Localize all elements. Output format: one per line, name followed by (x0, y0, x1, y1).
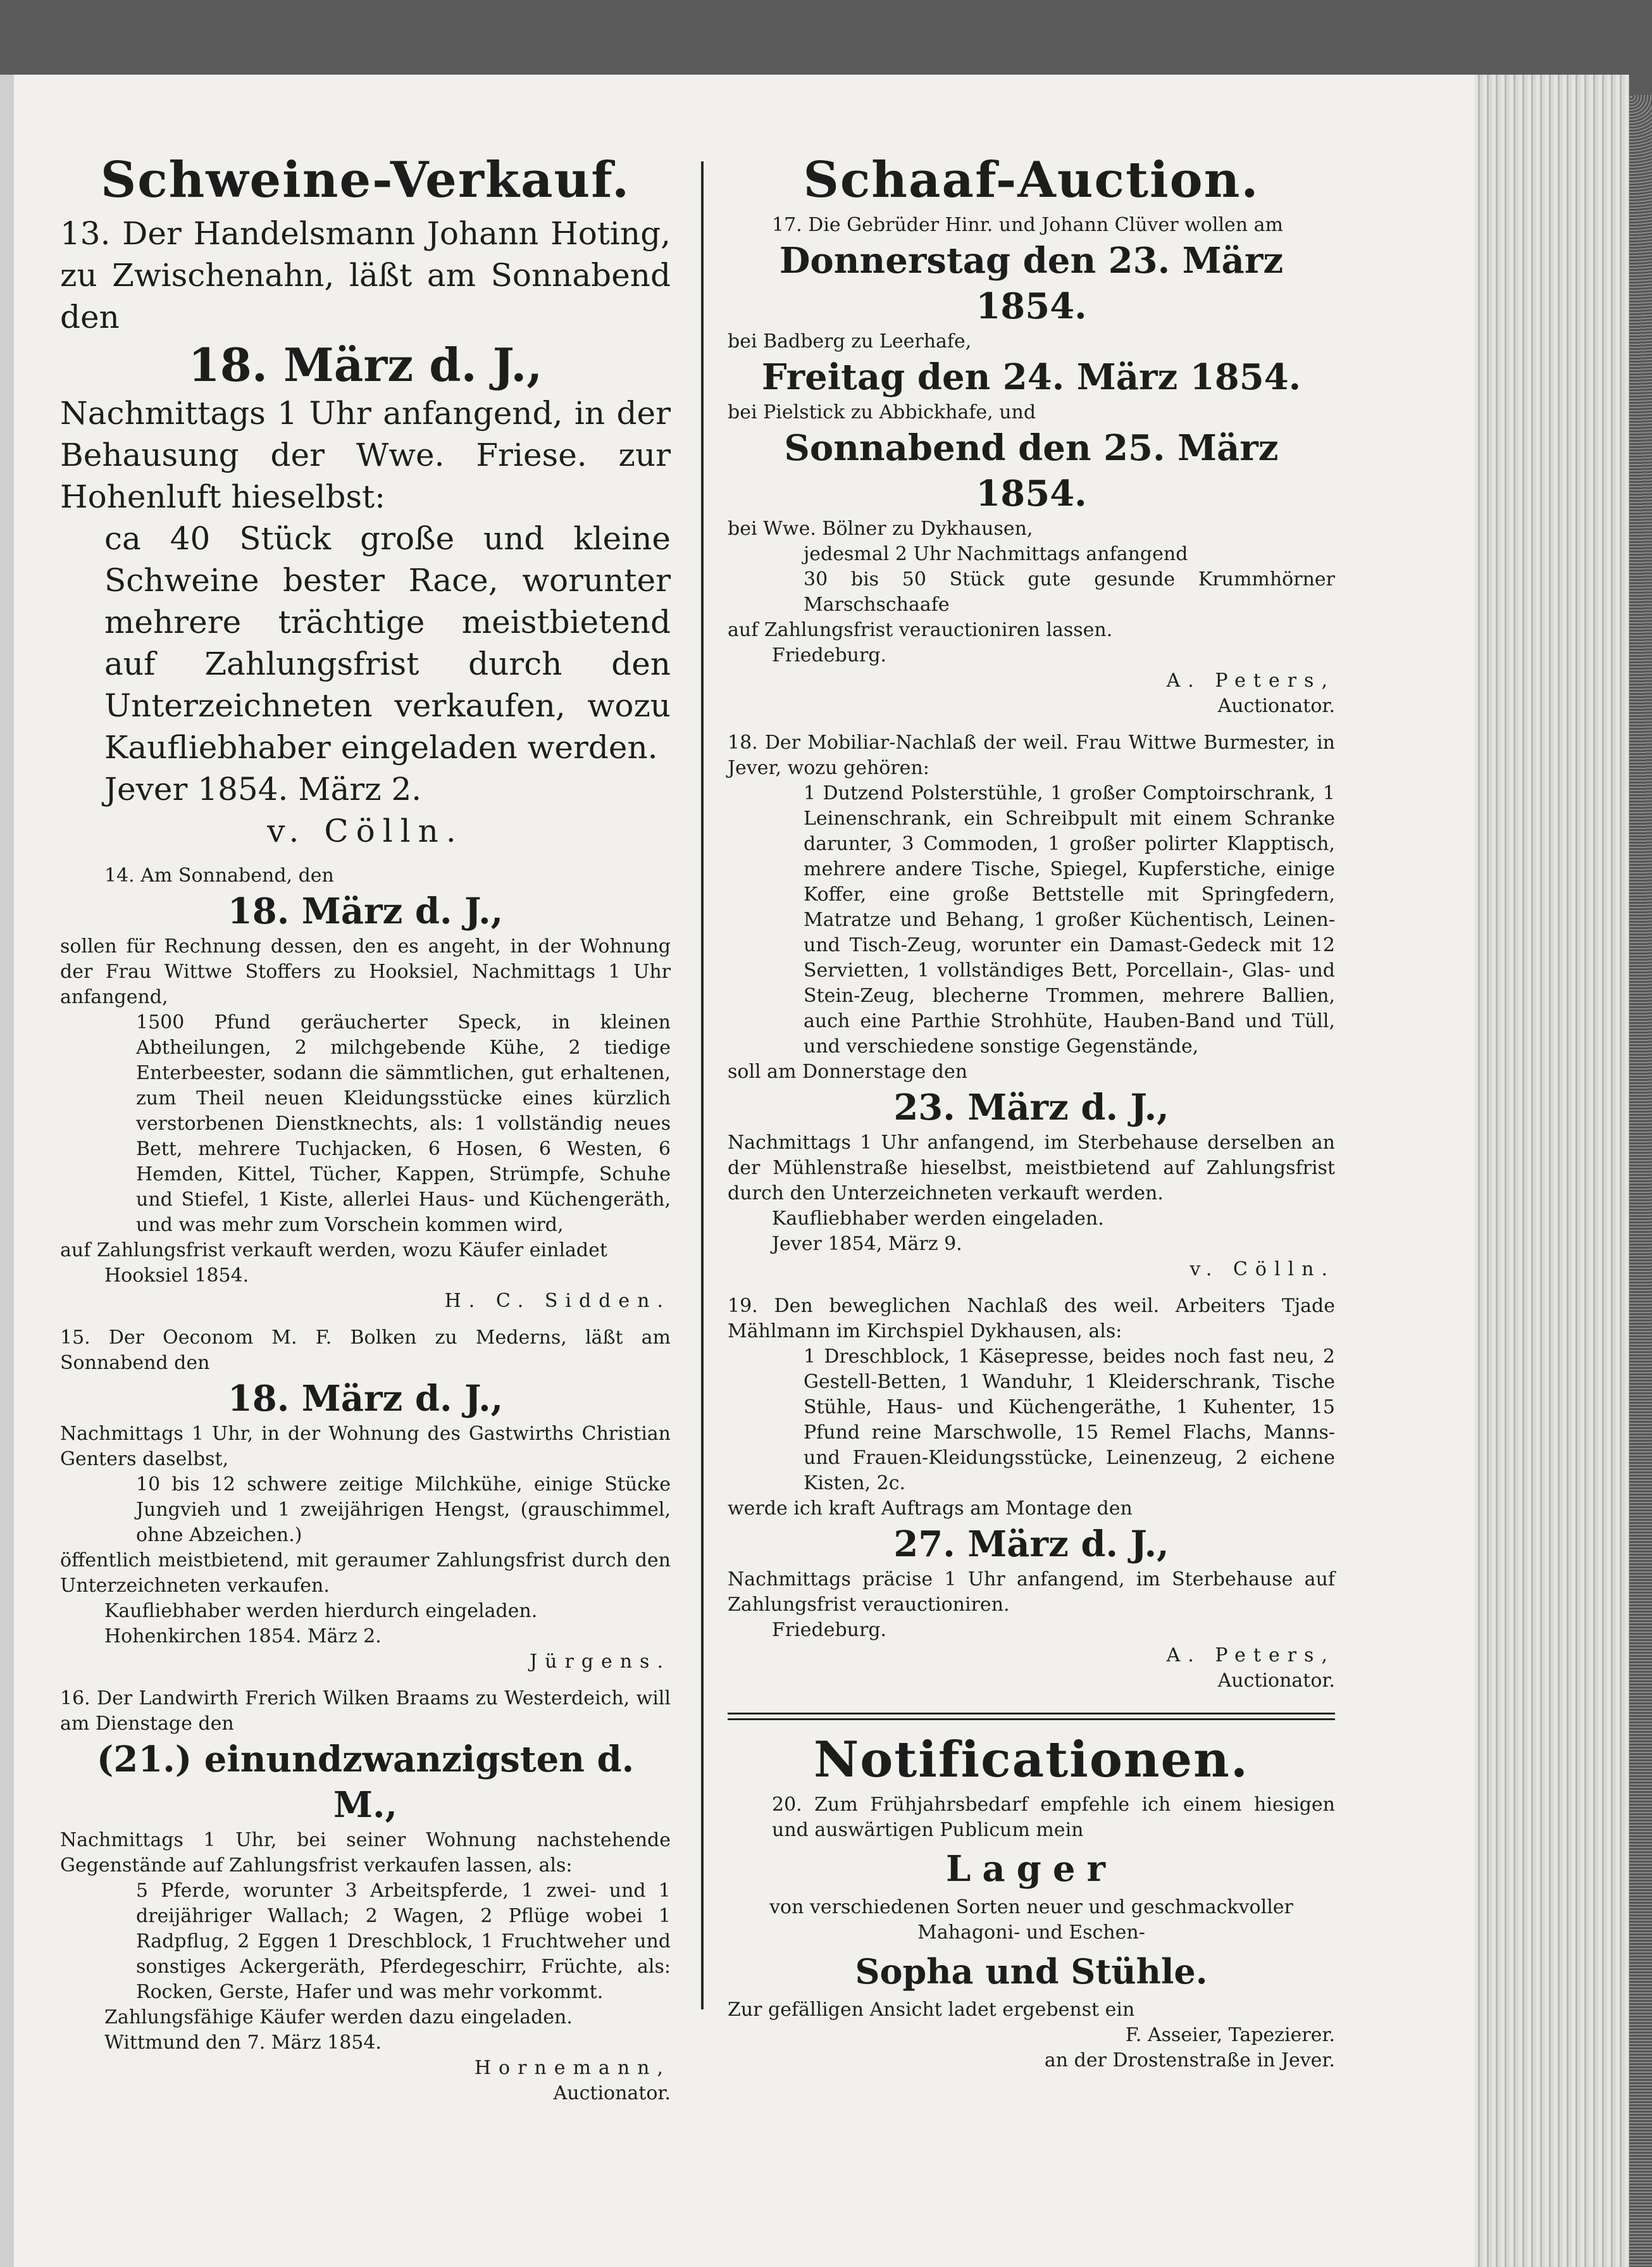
notice-items: ca 40 Stück große und kleine Schweine bester Race, worunter mehrere trächtige meistbietend auf Zahlungsfrist durch den Unterzeichneten verkaufen, wozu Kaufliebhaber eingeladen werden. (104, 520, 671, 766)
notice-date: 18. März d. J., (227, 890, 504, 932)
notice-items: 5 Pferde, worunter 3 Arbeitspferde, 1 zwei- und 1 dreijähriger Wallach; 2 Wagen, 2 Pflüge wobei 1 Radpflug, 2 Eggen 1 Dreschblock, 1 Fruchtweher und sonstiges Ackergeräth, Pferdegeschirr, Früchte, als: Rocken, Gerste, Hafer und was mehr vorkommt. (136, 1880, 671, 2003)
notice-intro: 14. Am Sonnabend, den (104, 865, 334, 887)
notice-body: soll am Donnerstage den (728, 1061, 968, 1083)
notice-body: auf Zahlungsfrist verauctioniren lassen. (728, 619, 1113, 641)
notice-sopha: Sopha und Stühle. (855, 1951, 1208, 1992)
notice-17 (728, 152, 1335, 719)
notice-signature-title: Auctionator. (1217, 695, 1335, 717)
notice-intro: 17. Die Gebrüder Hinr. und Johann Clüver wollen am (772, 214, 1283, 236)
notice-intro: 20. Zum Frühjahrsbedarf empfehle ich einem hiesigen und auswärtigen Publicum mein (772, 1794, 1335, 1841)
notice-signature-title: Auctionator. (553, 2082, 671, 2104)
book-gutter (0, 75, 14, 2267)
notice-invite: Zahlungsfähige Käufer werden dazu eingeladen. (104, 2006, 573, 2028)
notice-signature: v. Cölln. (1189, 1258, 1335, 1280)
notice-14 (60, 863, 671, 1314)
notice-signature-title: Auctionator. (1217, 1670, 1335, 1692)
notice-dateline: Wittmund den 7. März 1854. (104, 2032, 382, 2054)
notice-intro: 18. Der Mobiliar-Nachlaß der weil. Frau Wittwe Burmester, in Jever, wozu gehören: (728, 732, 1335, 779)
notice-dateline: Friedeburg. (772, 1619, 887, 1641)
notice-items: 30 bis 50 Stück gute gesunde Krummhörner Marschschaafe (804, 568, 1335, 616)
notice-signature: Hornemann, (474, 2057, 671, 2079)
notice-signature: F. Asseier, Tapezierer. (1125, 2024, 1335, 2046)
notice-body: öffentlich meistbietend, mit geraumer Zahlungsfrist durch den Unterzeichneten verkaufen. (60, 1549, 671, 1597)
notice-13 (60, 152, 671, 852)
notice-body: Nachmittags 1 Uhr anfangend, in der Behausung der Wwe. Friese. zur Hohenluft hieselbst: (60, 395, 671, 515)
notice-body: Zur gefälligen Ansicht ladet ergebenst ein (728, 1999, 1135, 2021)
section-divider (728, 1713, 1335, 1720)
notice-intro: 19. Den beweglichen Nachlaß des weil. Arbeiters Tjade Mählmann im Kirchspiel Dykhausen, als: (728, 1295, 1335, 1342)
notice-body: Nachmittags 1 Uhr, bei seiner Wohnung nachstehende Gegenstände auf Zahlungsfrist verkaufen lassen, als: (60, 1829, 671, 1877)
notice-place: bei Wwe. Bölner zu Dykhausen, (728, 518, 1033, 540)
notice-date: 23. März d. J., (893, 1087, 1169, 1128)
notice-signature: A. Peters, (1166, 670, 1335, 692)
notice-invite: Kaufliebhaber werden hierdurch eingeladen. (104, 1600, 538, 1622)
notice-signature: H. C. Sidden. (444, 1290, 671, 1312)
notice-items: 1 Dreschblock, 1 Käsepresse, beides noch fast neu, 2 Gestell-Betten, 1 Wanduhr, 1 Kleiderschrank, Tische Stühle, Haus- und Küchengeräthe, 1 Kuhenter, 15 Pfund reine Marschwolle, 15 Remel Flachs, Manns- und Frauen-Kleidungsstücke, Leinenzeug, 2 eichene Kisten, 2c. (804, 1346, 1335, 1494)
notice-dateline: Hooksiel 1854. (104, 1265, 249, 1287)
left-column (60, 152, 671, 2118)
notice-items: 1 Dutzend Polsterstühle, 1 großer Comptoirschrank, 1 Leinenschrank, ein Schreibpult mit einem Schranke darunter, 3 Commoden, 1 großer polirter Klapptisch, mehrere andere Tische, Spiegel, Kupferstiche, einige Koffer, eine große Bettstelle mit Springfedern, Matratze und Behang, 1 großer Küchentisch, Leinen- und Tisch-Zeug, worunter ein Damast-Gedeck mit 12 Servietten, 1 vollständiges Bett, Porcellain-, Glas- und Stein-Zeug, blecherne Trommen, mehrere Ballien, auch eine Parthie Strohhüte, Hauben-Band und Tüll, und verschiedene sonstige Gegenstände, (804, 782, 1335, 1058)
notice-signature: Jürgens. (530, 1651, 671, 1673)
column-rule (701, 161, 704, 2009)
notice-body: von verschiedenen Sorten neuer und geschmackvoller Mahagoni- und Eschen- (769, 1896, 1293, 1944)
notice-body: Nachmittags 1 Uhr anfangend, im Sterbehause derselben an der Mühlenstraße hieselbst, meistbietend auf Zahlungsfrist durch den Unterzeichneten verkauft werden. (728, 1132, 1335, 1204)
notice-body: werde ich kraft Auftrags am Montage den (728, 1497, 1133, 1520)
notice-intro: 13. Der Handelsmann Johann Hoting, zu Zwischenahn, läßt am Sonnabend den (60, 215, 671, 335)
notice-invite: Kaufliebhaber werden eingeladen. (772, 1208, 1104, 1230)
notice-place: bei Badberg zu Leerhafe, (728, 330, 972, 353)
notice-date: Donnerstag den 23. März 1854. (779, 240, 1284, 327)
notice-date: 27. März d. J., (893, 1523, 1169, 1565)
notice-heading: Schaaf-Auction. (803, 151, 1260, 209)
notice-items: 10 bis 12 schwere zeitige Milchkühe, einige Stücke Jungvieh und 1 zweijährigen Hengst, (grauschimmel, ohne Abzeichen.) (136, 1473, 671, 1546)
notice-16 (60, 1686, 671, 2106)
book-cover-edge (1629, 95, 1652, 2267)
notice-18 (728, 730, 1335, 1282)
notice-20 (728, 1732, 1335, 2073)
notice-body: Nachmittags 1 Uhr, in der Wohnung des Gastwirths Christian Genters daselbst, (60, 1423, 671, 1470)
notice-dateline: Hohenkirchen 1854. März 2. (104, 1625, 382, 1647)
notice-19 (728, 1294, 1335, 1694)
notice-time: jedesmal 2 Uhr Nachmittags anfangend (804, 543, 1188, 565)
notice-address: an der Drostenstraße in Jever. (1044, 2049, 1335, 2071)
notice-intro: 16. Der Landwirth Frerich Wilken Braams zu Westerdeich, will am Dienstage den (60, 1687, 671, 1735)
notice-15 (60, 1325, 671, 1675)
notice-lager: Lager (946, 1848, 1117, 1890)
notice-dateline: Jever 1854. März 2. (104, 771, 422, 808)
notice-dateline: Friedeburg. (772, 644, 887, 666)
notice-dateline: Jever 1854, März 9. (772, 1233, 962, 1255)
notice-items: 1500 Pfund geräucherter Speck, in kleinen Abtheilungen, 2 milchgebende Kühe, 2 tiedige Enterbeester, sodann die sämmtlichen, gut erhaltenen, zum Theil neuen Kleidungsstücke eines kürzlich verstorbenen Dienstknechts, als: 1 vollständig neues Bett, mehrere Tuchjacken, 6 Hosen, 6 Westen, 6 Hemden, Kittel, Tücher, Kappen, Strümpfe, Schuhe und Stiefel, 1 Kiste, allerlei Haus- und Küchengeräth, und was mehr zum Vorschein kommen wird, (136, 1011, 671, 1236)
right-column (728, 152, 1335, 2085)
notice-body: Nachmittags präcise 1 Uhr anfangend, im Sterbehause auf Zahlungsfrist verauctioniren. (728, 1568, 1335, 1616)
notice-date: 18. März d. J., (227, 1378, 504, 1420)
notice-intro: 15. Der Oeconom M. F. Bolken zu Mederns, läßt am Sonnabend den (60, 1327, 671, 1374)
section-heading: Notificationen. (813, 1731, 1250, 1789)
notice-date: Freitag den 24. März 1854. (761, 356, 1301, 398)
notice-date: 18. März d. J., (188, 338, 543, 392)
page-edges (1474, 75, 1629, 2267)
notice-signature: v. Cölln. (267, 813, 464, 849)
notice-date: (21.) einundzwanzigsten d. M., (96, 1739, 635, 1826)
notice-signature: A. Peters, (1166, 1644, 1335, 1666)
notice-heading: Schweine-Verkauf. (100, 151, 631, 209)
notice-body: sollen für Rechnung dessen, den es angeht, in der Wohnung der Frau Wittwe Stoffers zu Hooksiel, Nachmittags 1 Uhr anfangend, (60, 935, 671, 1008)
notice-place: bei Pielstick zu Abbickhafe, und (728, 401, 1036, 423)
notice-date: Sonnabend den 25. März 1854. (784, 427, 1279, 515)
notice-body: auf Zahlungsfrist verkauft werden, wozu Käufer einladet (60, 1239, 607, 1261)
